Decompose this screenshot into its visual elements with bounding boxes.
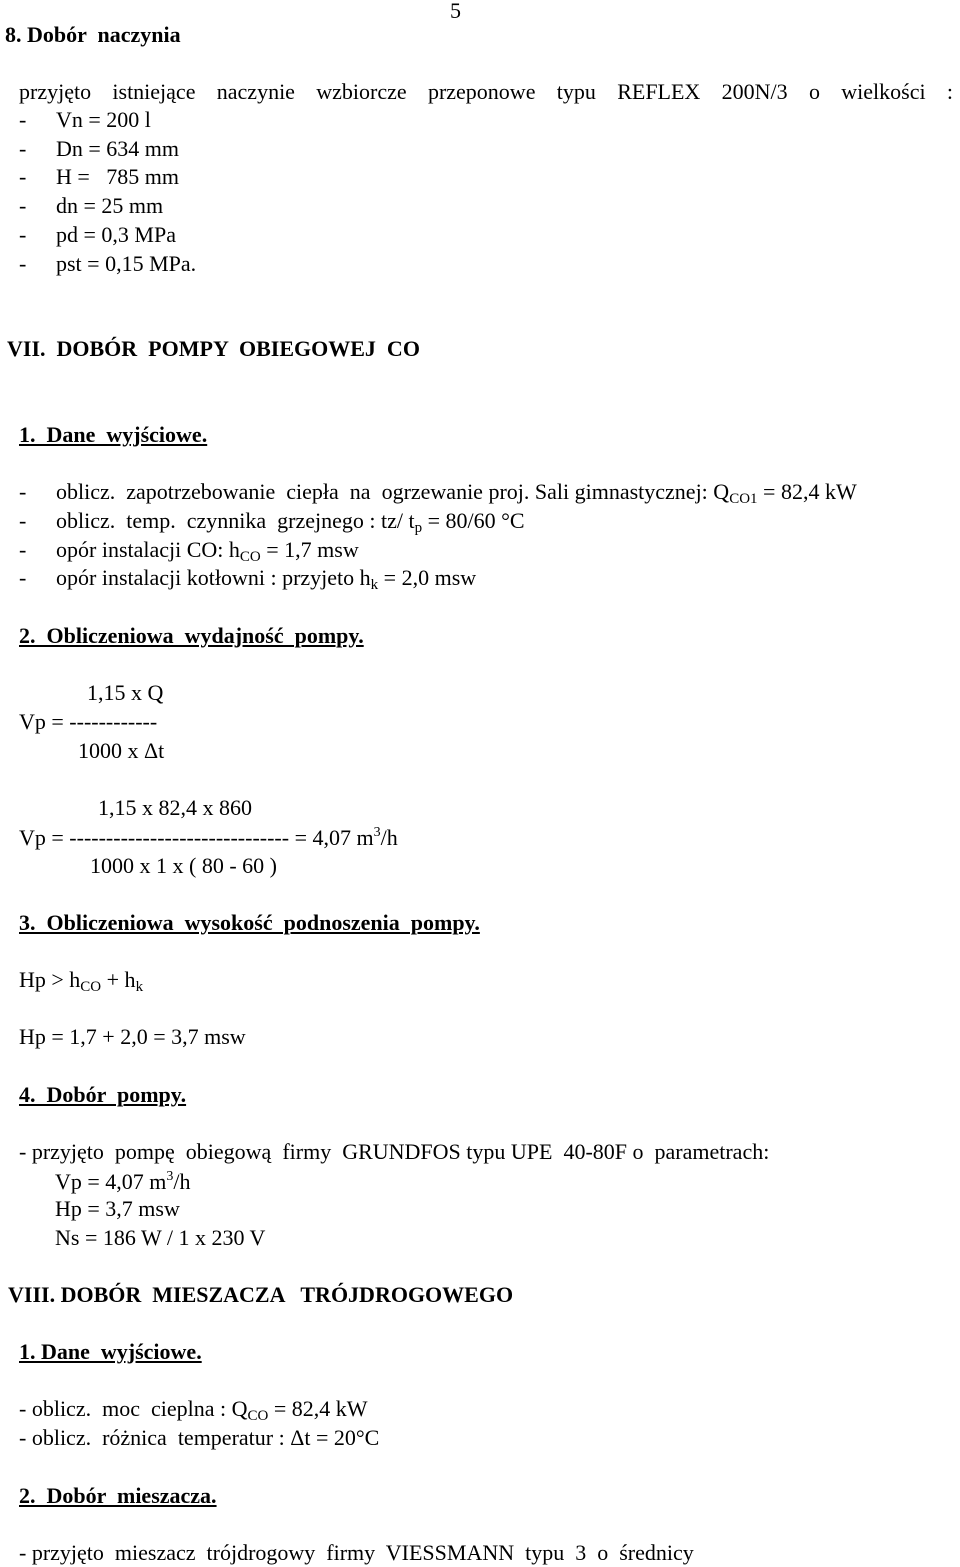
formula-line: Vp = ------------ [19, 709, 158, 734]
input-medium-temp: - oblicz. temp. czynnika grzejnego : tz/ $t_p = 80/60$ °C [19, 508, 525, 536]
heading-input-data: 1. Dane wyjściowe. [19, 422, 208, 447]
vessel-param: - pd = 0,3 MPa [19, 222, 176, 247]
head-calculation: Hp = 1,7 + 2,0 = 3,7 msw [19, 1024, 246, 1049]
heading-pump-head: 3. Obliczeniowa wysokość podnoszenia pompy. [19, 910, 480, 935]
input-boiler-resistance: - opór instalacji kotłowni : przyjeto $h_k = 2,0$ msw [19, 565, 477, 593]
formula-numerator: 1,15 x Q [87, 680, 164, 705]
heading-pump-selection: 4. Dobór pompy. [19, 1082, 187, 1107]
section-viii-title: VIII. DOBÓR MIESZACZA TRÓJDROGOWEGO [8, 1282, 514, 1307]
heading-pump-capacity: 2. Obliczeniowa wydajność pompy. [19, 623, 364, 648]
calc-line: Vp = ------------------------------ = 4,07 $m^3/h$ [19, 825, 398, 850]
vessel-param: - Dn = 634 mm [19, 136, 180, 161]
section-vii-title: VII. DOBÓR POMPY OBIEGOWEJ CO [7, 336, 420, 361]
pump-ns: Ns = 186 W / 1 x 230 V [55, 1225, 266, 1250]
vessel-intro: przyjęto istniejące naczynie wzbiorcze przeponowe typu REFLEX 200N/3 o wielkości : [19, 79, 953, 104]
calc-numerator: 1,15 x 82,4 x 860 [98, 795, 252, 820]
input-co-resistance: - opór instalacji CO: $h_{CO} = 1,7$ msw [19, 537, 359, 565]
mixer-temp-diff: - oblicz. różnica temperatur : Δt = 20°C [19, 1425, 380, 1450]
pump-hp: Hp = 3,7 msw [55, 1196, 180, 1221]
formula-denominator: 1000 x Δt [78, 738, 165, 763]
pump-vp: Vp = 4,07 $m^3/h$ [55, 1169, 191, 1194]
page-number: 5 [450, 0, 461, 23]
vessel-param: - dn = 25 mm [19, 193, 164, 218]
vessel-param: - Vn = 200 l [19, 107, 151, 132]
mixer-heat-power: - oblicz. moc cieplna : $Q_{CO} = 82,4$ kW [19, 1396, 368, 1424]
heading-mixer-input: 1. Dane wyjściowe. [19, 1339, 202, 1364]
vessel-param: - pst = 0,15 MPa. [19, 251, 197, 276]
calc-denominator: 1000 x 1 x ( 80 - 60 ) [90, 853, 277, 878]
vessel-param: - H = 785 mm [19, 164, 180, 189]
pump-selection-line: - przyjęto pompę obiegową firmy GRUNDFOS typu UPE 40-80F o parametrach: [19, 1139, 770, 1164]
input-heat-demand: - oblicz. zapotrzebowanie ciepła na ogrzewanie proj. Sali gimnastycznej: $Q_{CO1} = 82,4$ kW [19, 479, 857, 507]
section-8-title: 8. Dobór naczynia [5, 22, 181, 47]
heading-mixer-selection: 2. Dobór mieszacza. [19, 1483, 217, 1508]
mixer-selection-line: - przyjęto mieszacz trójdrogowy firmy VIESSMANN typu 3 o średnicy [19, 1540, 694, 1565]
head-inequality: $Hp > h_{CO} + h_k$ [19, 967, 144, 995]
